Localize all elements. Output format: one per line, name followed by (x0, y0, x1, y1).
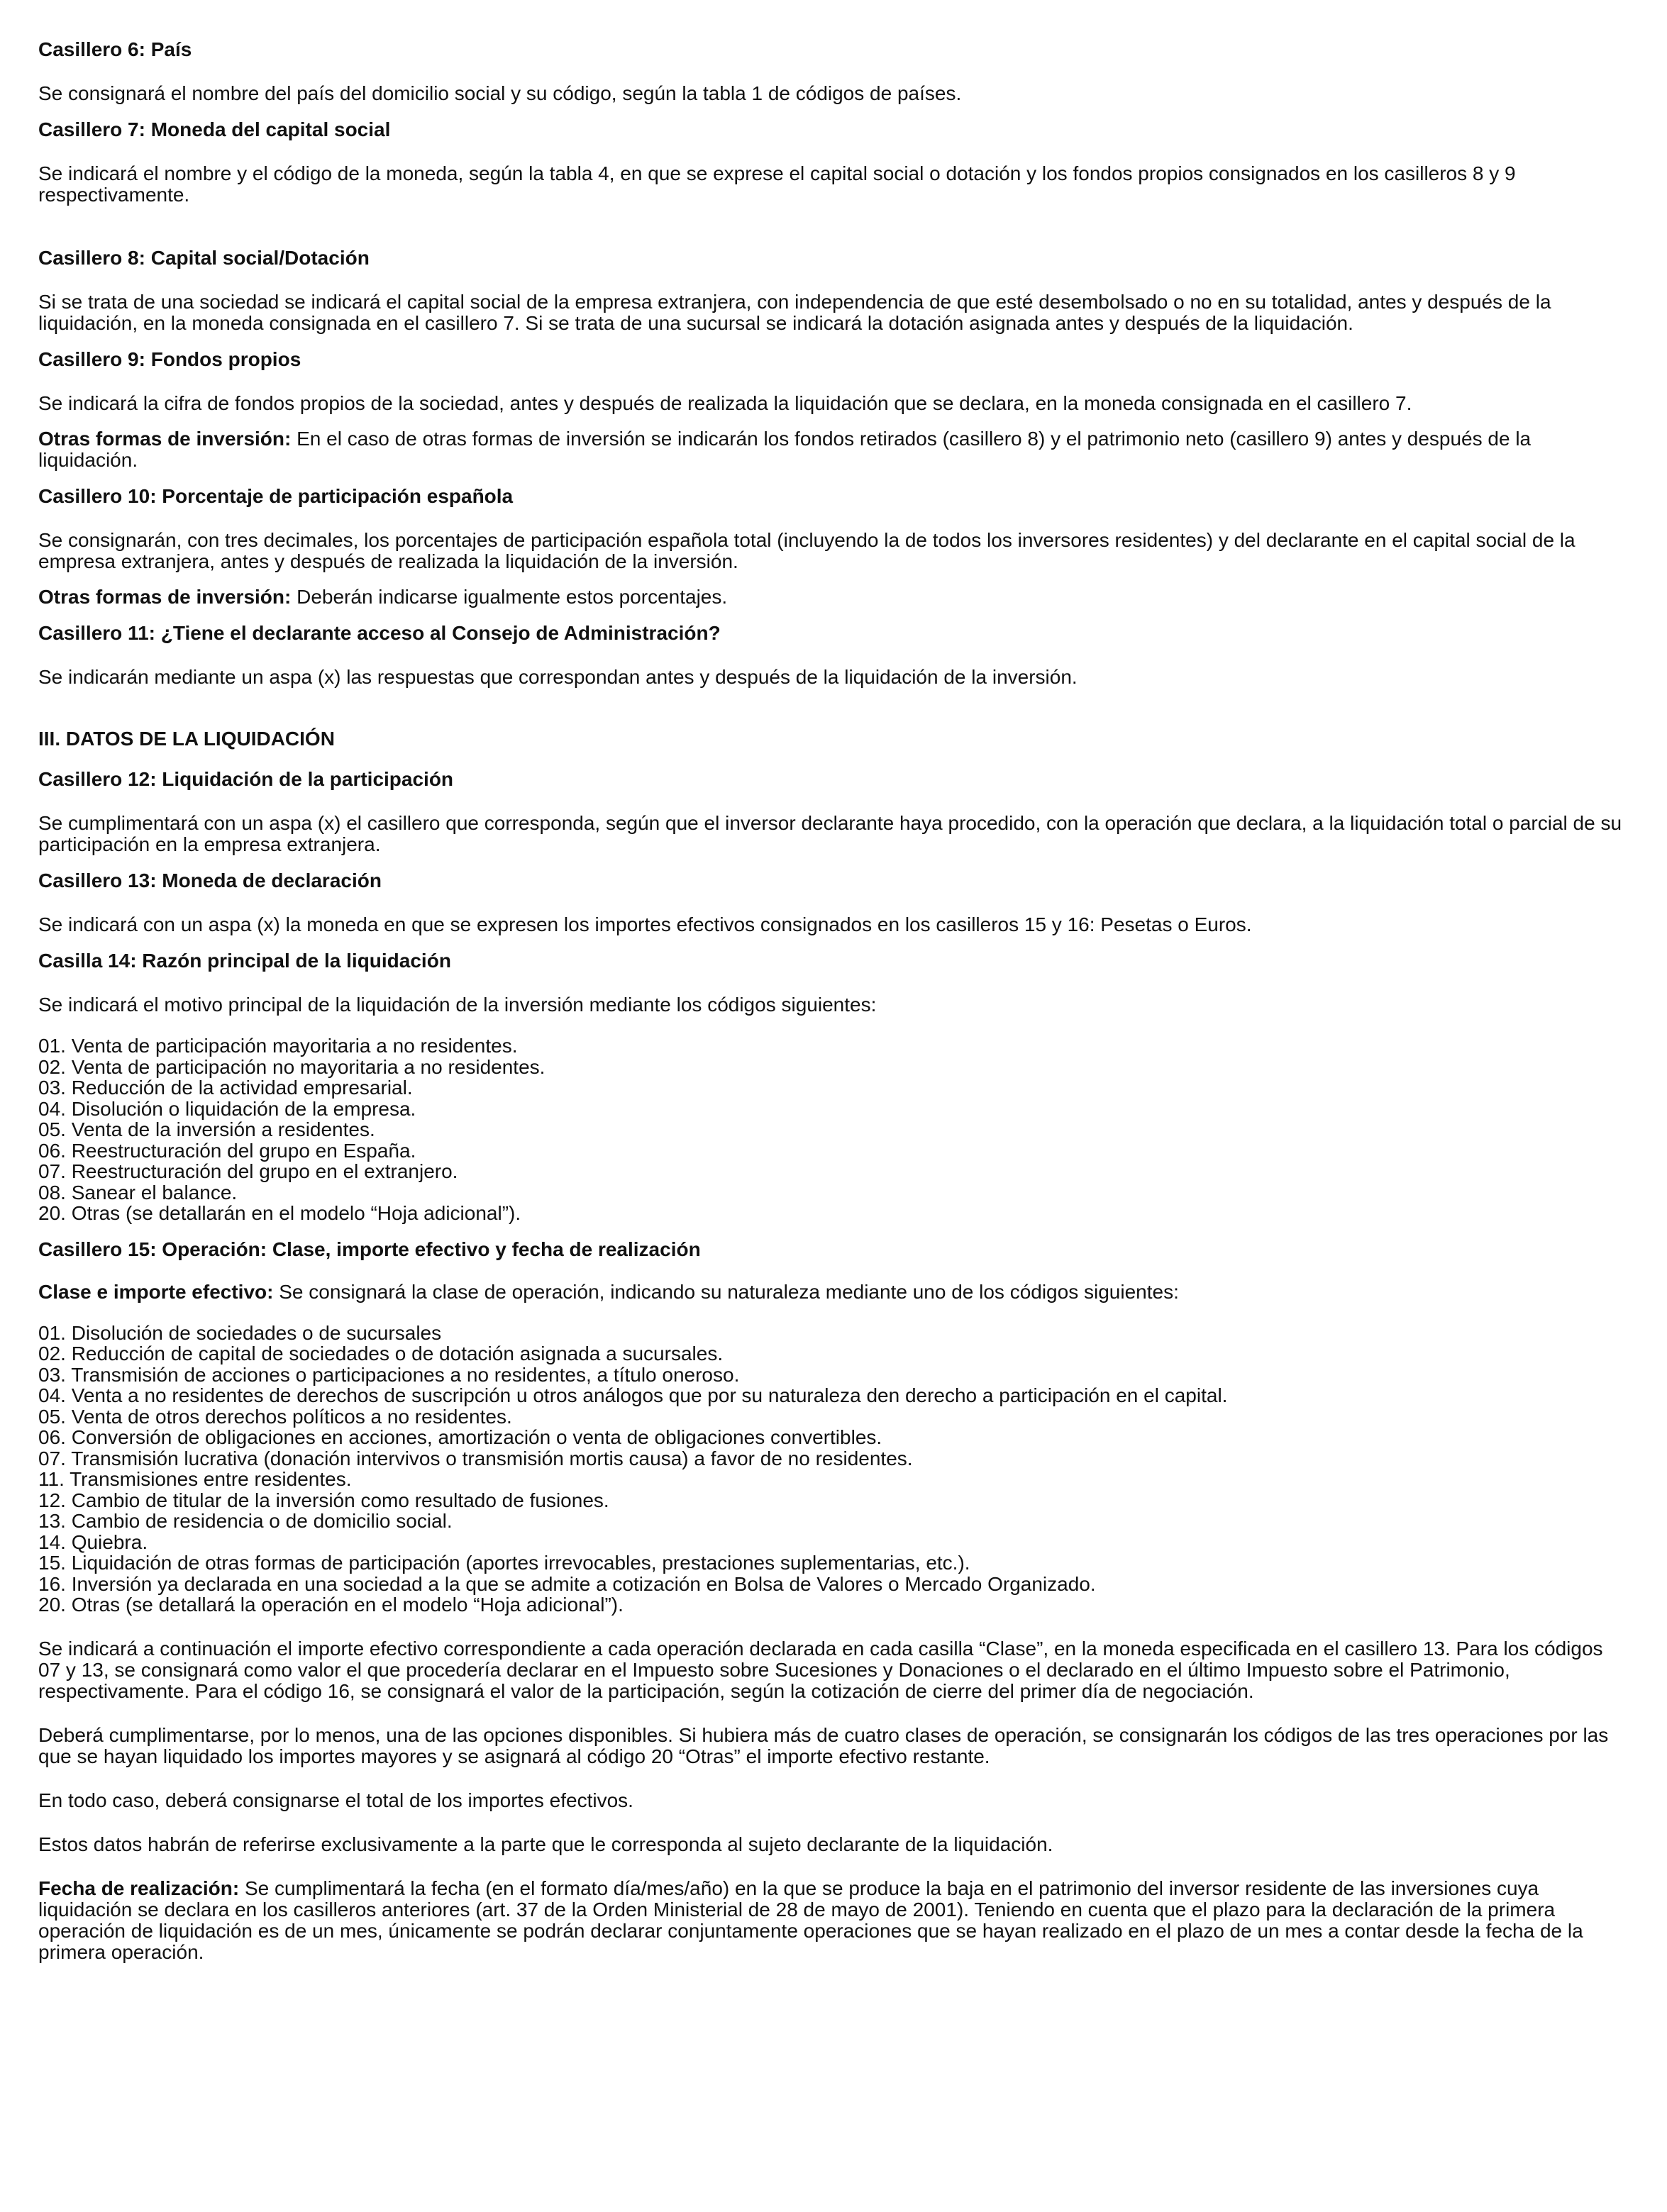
c9-other-label: Otras formas de inversión: (38, 428, 292, 450)
c8-text: Si se trata de una sociedad se indicará el capital social de la empresa extranjera, con independencia de que esté desembolsado o no en su totalidad, antes y después de la liquidación, en la moneda consignada en el casillero 7. Si se trata de una sucursal se indicará la dotación asignada antes y después de la liquidación. (38, 291, 1551, 334)
c9-other-text: En el caso de otras formas de inversión se indicarán los fondos retirados (casillero 8) y el patrimonio neto (casillero 9) antes y después de la liquidación. (38, 428, 1532, 471)
list-item: 12. Cambio de titular de la inversión como resultado de fusiones. (38, 1489, 609, 1511)
c7-heading: Casillero 7: Moneda del capital social (38, 118, 391, 140)
list-item: 06. Reestructuración del grupo en España. (38, 1139, 416, 1162)
list-item: 11. Transmisiones entre residentes. (38, 1468, 352, 1490)
c11-text: Se indicarán mediante un aspa (x) las respuestas que correspondan antes y después de la liquidación de la inversión. (38, 666, 1078, 688)
c6-text: Se consignará el nombre del país del domicilio social y su código, según la tabla 1 de códigos de países. (38, 82, 962, 104)
list-item: 14. Quiebra. (38, 1530, 148, 1553)
list-item: 20. Otras (se detallarán en el modelo “Hoja adicional”). (38, 1202, 521, 1224)
c14-heading: Casilla 14: Razón principal de la liquidación (38, 950, 451, 972)
list-item: 05. Venta de otros derechos políticos a no residentes. (38, 1405, 512, 1428)
c15-clase-label: Clase e importe efectivo: (38, 1280, 274, 1303)
list-item: 15. Liquidación de otras formas de participación (aportes irrevocables, prestaciones suplementarias, etc.). (38, 1552, 970, 1574)
c9-heading: Casillero 9: Fondos propios (38, 348, 301, 370)
c15-paragraph-2: Deberá cumplimentarse, por lo menos, una de las opciones disponibles. Si hubiera más de cuatro clases de operación, se consignarán los códigos de las tres operaciones por las que se hayan liquidado los importes mayores y se asignará al código 20 “Otras” el importe efectivo restante. (38, 1723, 1609, 1767)
list-item: 07. Transmisión lucrativa (donación intervivos o transmisión mortis causa) a favor de no residentes. (38, 1447, 913, 1469)
list-item: 03. Transmisión de acciones o participaciones a no residentes, a título oneroso. (38, 1363, 740, 1386)
list-item: 06. Conversión de obligaciones en acciones, amortización o venta de obligaciones convertibles. (38, 1426, 882, 1448)
c10-other-text: Deberán indicarse igualmente estos porcentajes. (291, 586, 728, 608)
c15-heading: Casillero 15: Operación: Clase, importe efectivo y fecha de realización (38, 1238, 701, 1260)
c15-clase-text: Se consignará la clase de operación, indicando su naturaleza mediante uno de los códigos siguientes: (273, 1280, 1179, 1303)
c14-code-list (38, 1035, 1627, 1224)
c8-heading: Casillero 8: Capital social/Dotación (38, 247, 370, 269)
c12-text: Se cumplimentará con un aspa (x) el casillero que corresponda, según que el inversor declarante haya procedido, con la operación que declara, a la liquidación total o parcial de su participación en la empresa extranjera. (38, 812, 1622, 855)
c15-code-list (38, 1323, 1627, 1616)
c15-clase (38, 1282, 1627, 1303)
list-item: 05. Venta de la inversión a residentes. (38, 1118, 375, 1140)
c10-text: Se consignarán, con tres decimales, los porcentajes de participación española total (incluyendo la de todos los inversores residentes) y del declarante en el capital social de la empresa extranjera, antes y después de realizada la liquidación de la inversión. (38, 529, 1575, 572)
c13-text: Se indicará con un aspa (x) la moneda en que se expresen los importes efectivos consignados en los casilleros 15 y 16: Pesetas o Euros. (38, 913, 1252, 935)
c10-other-forms (38, 587, 1627, 608)
c9-other-forms (38, 428, 1627, 471)
list-item: 04. Disolución o liquidación de la empresa. (38, 1097, 416, 1120)
c6-heading: Casillero 6: País (38, 38, 192, 60)
list-item: 01. Disolución de sociedades o de sucursales (38, 1321, 442, 1344)
c15-fecha (38, 1878, 1627, 1963)
list-item: 04. Venta a no residentes de derechos de suscripción u otros análogos que por su naturaleza den derecho a participación en el capital. (38, 1384, 1228, 1406)
c10-other-label: Otras formas de inversión: (38, 586, 292, 608)
list-item: 20. Otras (se detallará la operación en el modelo “Hoja adicional”). (38, 1594, 624, 1616)
section-title: III. DATOS DE LA LIQUIDACIÓN (38, 728, 335, 750)
document-page (38, 38, 1627, 1963)
c13-heading: Casillero 13: Moneda de declaración (38, 869, 382, 891)
list-item: 16. Inversión ya declarada en una sociedad a la que se admite a cotización en Bolsa de Valores o Mercado Organizado. (38, 1572, 1096, 1595)
c15-fecha-text: Se cumplimentará la fecha (en el formato día/mes/año) en la que se produce la baja en el patrimonio del inversor residente de las inversiones cuya liquidación se declara en los casilleros anteriores (art. 37 de la Orden Ministerial de 28 de mayo de 2001). Teniendo en cuenta que el plazo para la declaración de la primera operación de liquidación es de un mes, únicamente se podrán declarar conjuntamente operaciones que se hayan realizado en el plazo de un mes a contar desde la fecha de la primera operación. (38, 1877, 1583, 1963)
c12-heading: Casillero 12: Liquidación de la participación (38, 768, 454, 790)
c11-heading: Casillero 11: ¿Tiene el declarante acceso al Consejo de Administración? (38, 622, 721, 644)
c15-paragraph-1: Se indicará a continuación el importe efectivo correspondiente a cada operación declarada en cada casilla “Clase”, en la moneda especificada en el casillero 13. Para los códigos 07 y 13, se consignará como valor el que procedería declarar en el Impuesto sobre Sucesiones y Donaciones o el declarado en el último Impuesto sobre el Patrimonio, respectivamente. Para el código 16, se consignará el valor de la participación, según la cotización de cierre del primer día de negociación. (38, 1637, 1603, 1702)
c15-fecha-label: Fecha de realización: (38, 1877, 240, 1899)
c15-paragraph-4: Estos datos habrán de referirse exclusivamente a la parte que le corresponda al sujeto declarante de la liquidación. (38, 1833, 1053, 1855)
c15-paragraph-3: En todo caso, deberá consignarse el total de los importes efectivos. (38, 1789, 633, 1811)
list-item: 03. Reducción de la actividad empresarial. (38, 1077, 413, 1099)
c7-text: Se indicará el nombre y el código de la moneda, según la tabla 4, en que se exprese el capital social o dotación y los fondos propios consignados en los casilleros 8 y 9 respectivamente. (38, 162, 1516, 206)
list-item: 13. Cambio de residencia o de domicilio social. (38, 1510, 453, 1532)
list-item: 01. Venta de participación mayoritaria a no residentes. (38, 1035, 518, 1057)
c14-text: Se indicará el motivo principal de la liquidación de la inversión mediante los códigos siguientes: (38, 994, 877, 1016)
list-item: 02. Reducción de capital de sociedades o de dotación asignada a sucursales. (38, 1343, 724, 1365)
list-item: 08. Sanear el balance. (38, 1181, 238, 1204)
c9-text: Se indicará la cifra de fondos propios de la sociedad, antes y después de realizada la liquidación que se declara, en la moneda consignada en el casillero 7. (38, 392, 1412, 414)
list-item: 07. Reestructuración del grupo en el extranjero. (38, 1160, 458, 1182)
c10-heading: Casillero 10: Porcentaje de participación española (38, 485, 514, 507)
list-item: 02. Venta de participación no mayoritaria a no residentes. (38, 1055, 545, 1078)
